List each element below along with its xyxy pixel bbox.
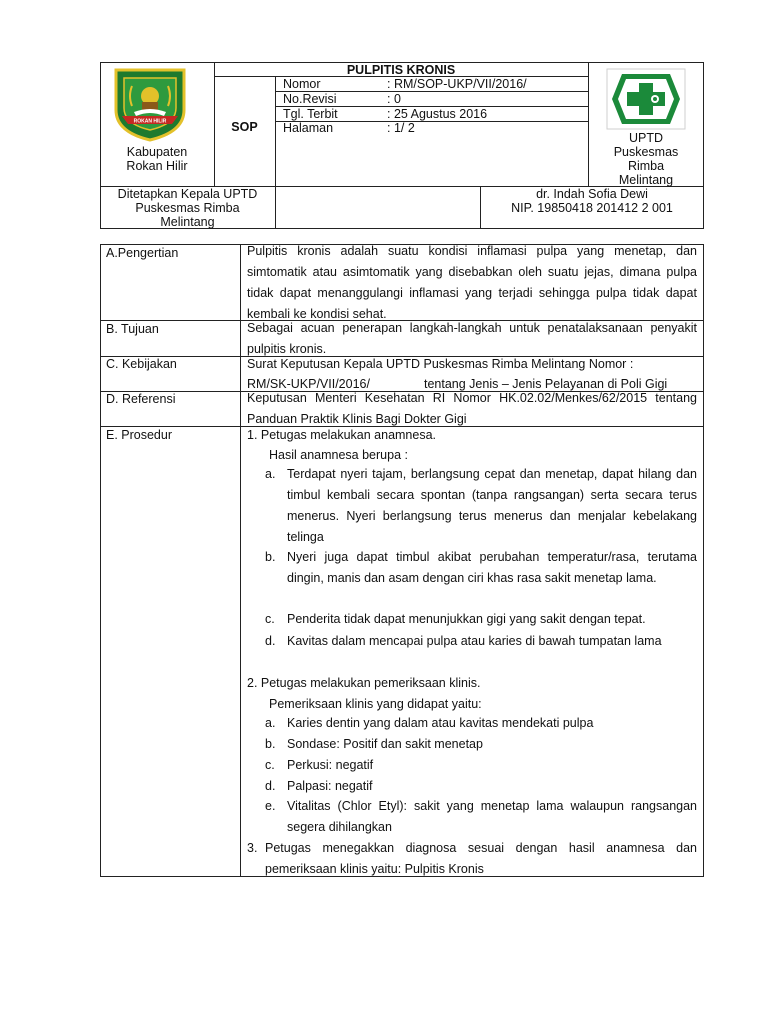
meta-label-revisi: No.Revisi xyxy=(283,92,337,106)
left-org-line-1: Kabupaten xyxy=(126,145,188,159)
kabupaten-logo xyxy=(112,66,188,142)
meta-value-halaman: : 1/ 2 xyxy=(387,121,415,135)
svg-text:ROKAN HILIR: ROKAN HILIR xyxy=(133,118,167,125)
step2-item-text: Karies dentin yang dalam atau kavitas mendekati pulpa xyxy=(287,716,594,730)
right-org-line-2: Puskesmas xyxy=(613,145,679,159)
step2-item-marker: a. xyxy=(265,716,276,730)
prosedur-step-3-text: Petugas menegakkan diagnosa sesuai dengan hasil anamnesa dan pemeriksaan klinis yaitu: Pulpitis Kronis xyxy=(265,841,697,876)
step2-item-marker: d. xyxy=(265,779,276,793)
text-pengertian: Pulpitis kronis adalah suatu kondisi inflamasi pulpa yang menetap, dan simtomatik atau asimtomatik yang disebabkan oleh suatu jejas, dimana pulpa tidak dapat menanggulangi inflamasi yang terjadi sehingga pulpa tidak dapat kembali ke kondisi sehat. xyxy=(247,244,697,321)
step1-item-text: Penderita tidak dapat menunjukkan gigi yang sakit dengan tepat. xyxy=(287,612,646,626)
prosedur-step-3-number: 3. xyxy=(247,841,258,855)
sop-label: SOP xyxy=(231,120,258,134)
step1-item-marker: c. xyxy=(265,612,275,626)
meta-label-nomor: Nomor xyxy=(283,77,321,91)
step1-item-marker: a. xyxy=(265,467,276,481)
text-kebijakan-line1: Surat Keputusan Kepala UPTD Puskesmas Rimba Melintang Nomor : xyxy=(247,357,634,371)
label-prosedur: E. Prosedur xyxy=(106,428,173,442)
signer-nip: NIP. 19850418 201412 2 001 xyxy=(511,201,673,215)
health-cross-logo xyxy=(606,68,686,130)
label-referensi: D. Referensi xyxy=(106,392,176,406)
left-org-line-2: Rokan Hilir xyxy=(126,159,188,173)
signer-name: dr. Indah Sofia Dewi xyxy=(536,187,648,201)
text-tujuan: Sebagai acuan penerapan langkah-langkah untuk penatalaksanaan penyakit pulpitis kronis. xyxy=(247,321,697,356)
right-org-line-4: Melintang xyxy=(618,173,674,187)
meta-value-tgl: : 25 Agustus 2016 xyxy=(387,107,488,121)
step1-item-text: Nyeri juga dapat timbul akibat perubahan temperatur/rasa, terutama dingin, manis dan asam dengan ciri khas rasa sakit menetap lama. xyxy=(287,550,697,585)
prosedur-step-2: 2. Petugas melakukan pemeriksaan klinis. xyxy=(247,676,481,690)
step1-item-text: Terdapat nyeri tajam, berlangsung cepat dan menetap, dapat hilang dan timbul kembali secara spontan (tanpa rangsangan) serta secara terus menerus. Nyeri berlangsung terus menerus dan menjalar kebelakang telinga xyxy=(287,467,697,544)
text-kebijakan-tentang: tentang Jenis – Jenis Pelayanan di Poli Gigi xyxy=(424,377,668,391)
step1-item-marker: b. xyxy=(265,550,276,564)
step1-item-text: Kavitas dalam mencapai pulpa atau karies di bawah tumpatan lama xyxy=(287,634,662,648)
page-title: PULPITIS KRONIS xyxy=(346,63,456,77)
prosedur-step-1: 1. Petugas melakukan anamnesa. xyxy=(247,428,437,442)
meta-label-tgl: Tgl. Terbit xyxy=(283,107,338,121)
right-org-line-3: Rimba xyxy=(627,159,665,173)
meta-value-nomor: : RM/SOP-UKP/VII/2016/ xyxy=(387,77,527,91)
approval-line-2: Puskesmas Rimba xyxy=(135,201,240,215)
meta-value-revisi: : 0 xyxy=(387,92,401,106)
step2-item-marker: c. xyxy=(265,758,275,772)
step2-item-marker: e. xyxy=(265,799,276,813)
approval-line-3: Melintang xyxy=(160,215,215,229)
step2-item-text: Palpasi: negatif xyxy=(287,779,373,793)
step1-item-marker: d. xyxy=(265,634,276,648)
approval-line-1: Ditetapkan Kepala UPTD xyxy=(117,187,258,201)
step2-item-text: Sondase: Positif dan sakit menetap xyxy=(287,737,483,751)
label-kebijakan: C. Kebijakan xyxy=(106,357,177,371)
meta-label-halaman: Halaman xyxy=(283,121,334,135)
right-org-line-1: UPTD xyxy=(628,131,664,145)
step2-item-text: Perkusi: negatif xyxy=(287,758,374,772)
text-kebijakan-nomor: RM/SK-UKP/VII/2016/ xyxy=(247,377,370,391)
label-tujuan: B. Tujuan xyxy=(106,322,159,336)
prosedur-step-1-sub: Hasil anamnesa berupa : xyxy=(269,448,408,462)
text-referensi: Keputusan Menteri Kesehatan RI Nomor HK.02.02/Menkes/62/2015 tentang Panduan Praktik Klinis Bagi Dokter Gigi xyxy=(247,391,697,426)
label-pengertian: A.Pengertian xyxy=(106,246,179,260)
step2-item-text: Vitalitas (Chlor Etyl): sakit yang menetap lama walaupun rangsangan segera dihilangkan xyxy=(287,799,697,834)
prosedur-step-2-sub: Pemeriksaan klinis yang didapat yaitu: xyxy=(269,697,482,711)
step2-item-marker: b. xyxy=(265,737,276,751)
